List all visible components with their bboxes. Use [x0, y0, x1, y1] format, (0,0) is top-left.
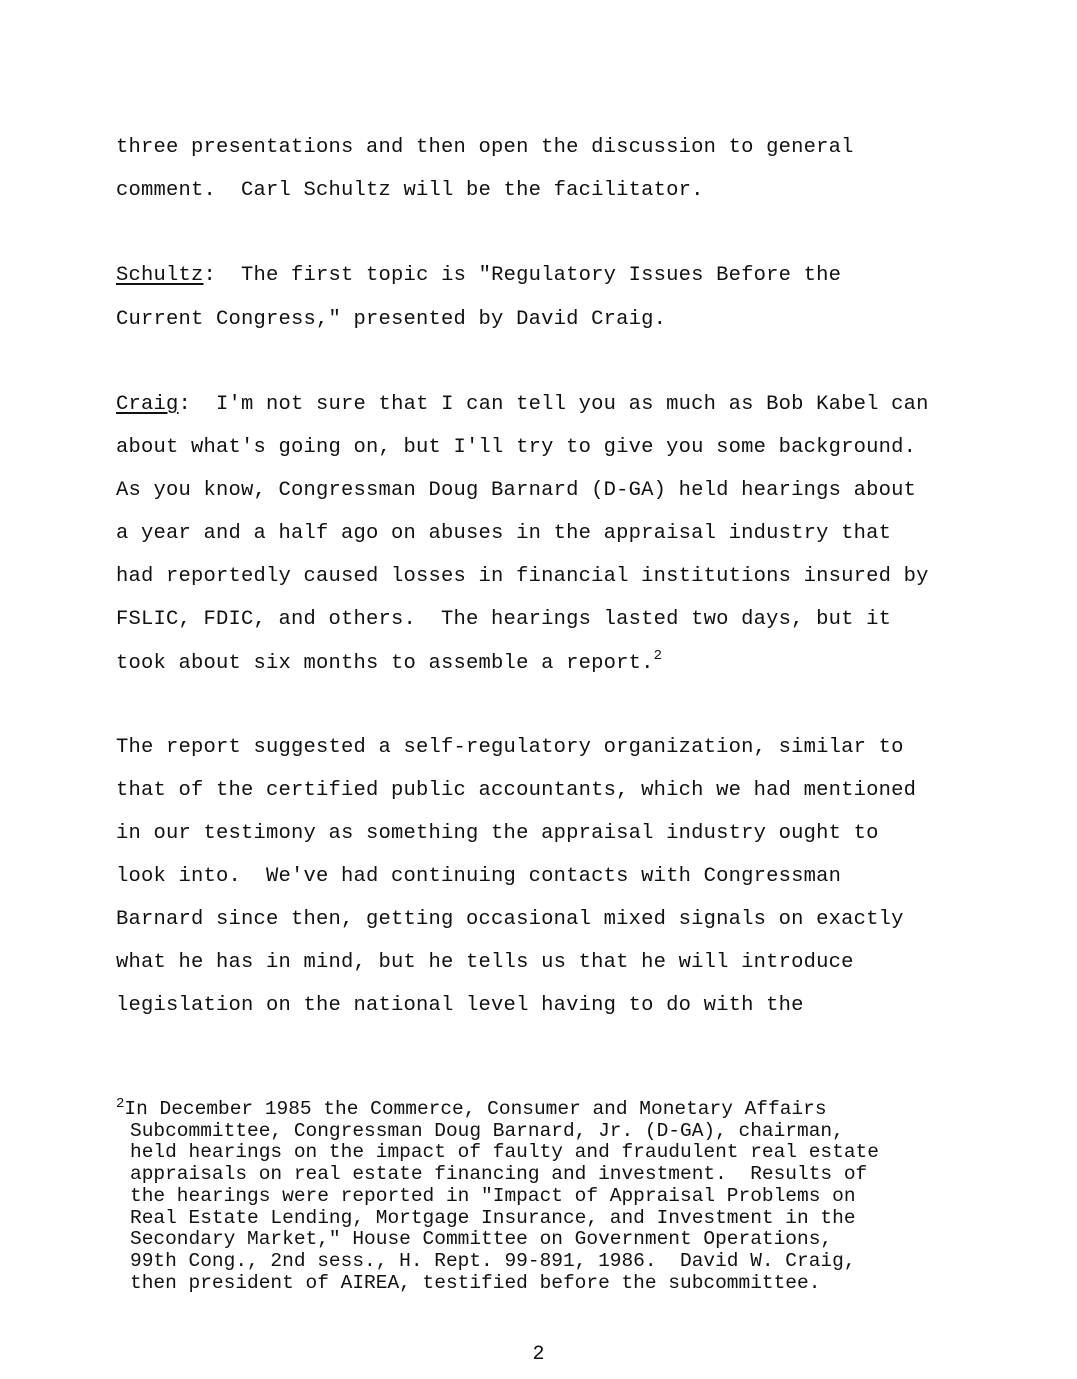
- craig-line-4: a year and a half ago on abuses in the appraisal industry that: [116, 522, 892, 545]
- schultz-line-1: [116, 264, 841, 288]
- craig-line-1: [116, 393, 929, 417]
- footnote-line-8: 99th Cong., 2nd sess., H. Rept. 99-891, 1986. David W. Craig,: [130, 1249, 856, 1272]
- para2-line-1: The report suggested a self-regulatory organization, similar to: [116, 736, 904, 759]
- craig-line-6: FSLIC, FDIC, and others. The hearings lasted two days, but it: [116, 608, 892, 631]
- speaker-craig: Craig: [116, 393, 179, 416]
- footnote-first-text: In December 1985 the Commerce, Consumer and Monetary Affairs: [124, 1098, 827, 1120]
- craig-text: I'm not sure that I can tell you as much as Bob Kabel can: [191, 393, 929, 416]
- intro-line-2: comment. Carl Schultz will be the facilitator.: [116, 179, 704, 202]
- craig-line-7: [116, 648, 663, 676]
- schultz-line-2: Current Congress," presented by David Craig.: [116, 308, 667, 331]
- craig-line-2: about what's going on, but I'll try to give you some background.: [116, 436, 917, 459]
- footnote-line-3: held hearings on the impact of faulty and fraudulent real estate: [130, 1141, 879, 1164]
- craig-last-text: took about six months to assemble a report.: [116, 652, 654, 675]
- footnote-reference[interactable]: 2: [653, 648, 663, 664]
- footnote-line-6: Real Estate Lending, Mortgage Insurance, and Investment in the: [130, 1206, 856, 1229]
- para2-line-2: that of the certified public accountants, which we had mentioned: [116, 779, 917, 802]
- speaker-colon: :: [178, 393, 192, 416]
- footnote-line-4: appraisals on real estate financing and investment. Results of: [130, 1163, 868, 1186]
- footnote-line-5: the hearings were reported in "Impact of Appraisal Problems on: [130, 1184, 856, 1207]
- para2-line-4: look into. We've had continuing contacts with Congressman: [116, 865, 842, 888]
- para2-line-3: in our testimony as something the appraisal industry ought to: [116, 822, 879, 845]
- footnote-line-2: Subcommittee, Congressman Doug Barnard, Jr. (D-GA), chairman,: [130, 1119, 844, 1142]
- speaker-schultz: Schultz: [116, 264, 204, 287]
- para2-line-6: what he has in mind, but he tells us that he will introduce: [116, 951, 854, 974]
- para2-line-7: legislation on the national level having to do with the: [116, 994, 804, 1017]
- footnote-line-9: then president of AIREA, testified before the subcommittee.: [130, 1271, 821, 1294]
- footnote: [116, 1096, 996, 1294]
- craig-line-5: had reportedly caused losses in financial institutions insured by: [116, 565, 929, 588]
- footnote-line-1: [116, 1096, 996, 1121]
- para2-line-5: Barnard since then, getting occasional mixed signals on exactly: [116, 908, 904, 931]
- intro-line-1: three presentations and then open the discussion to general: [116, 136, 854, 159]
- craig-line-3: As you know, Congressman Doug Barnard (D-GA) held hearings about: [116, 479, 917, 502]
- page-number: 2: [532, 1343, 545, 1366]
- footnote-line-7: Secondary Market," House Committee on Government Operations,: [130, 1228, 833, 1251]
- footnote-marker: 2: [116, 1096, 125, 1112]
- speaker-colon: :: [203, 264, 217, 287]
- schultz-text: The first topic is "Regulatory Issues Before the: [216, 264, 842, 287]
